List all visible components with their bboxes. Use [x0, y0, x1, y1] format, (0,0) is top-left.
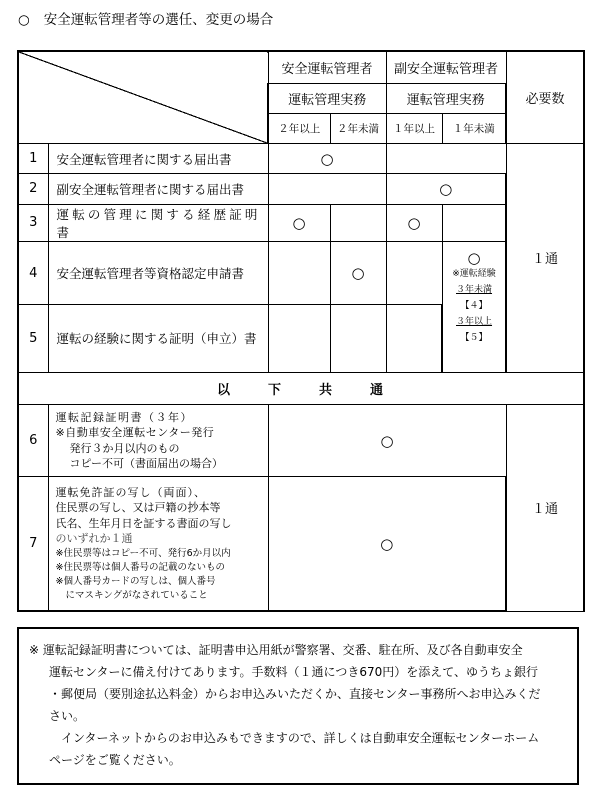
- experience-cell: [442, 241, 506, 372]
- experience-lt3: ３年未満: [456, 284, 493, 295]
- row-3-mark-ge1: ○: [386, 204, 442, 241]
- row-5-empty-lt2: [330, 305, 386, 372]
- header-lt2: ２年未満: [330, 113, 386, 143]
- note-box: [17, 627, 579, 785]
- row-7-mark: ○: [268, 477, 506, 611]
- row-7-number: 7: [18, 477, 48, 611]
- title-text: 安全運転管理者等の選任、変更の場合: [43, 12, 274, 28]
- header-ge1: １年以上: [386, 113, 442, 143]
- row-1-name: 安全運転管理者に関する届出書: [48, 144, 268, 174]
- header-practice-a: 運転管理実務: [268, 83, 386, 113]
- row-2-empty-a: [268, 174, 386, 204]
- title-bullet-icon: ○: [18, 12, 30, 28]
- header-lt1: １年未満: [442, 113, 506, 143]
- header-required: 必要数: [506, 51, 584, 144]
- header-col-b: 副安全運転管理者: [386, 51, 506, 83]
- row-2-name: 副安全運転管理者に関する届出書: [48, 174, 268, 204]
- experience-ge3: ３年以上: [456, 316, 493, 327]
- row-3-mark-ge2: ○: [268, 204, 330, 241]
- row-5-empty-ge2: [268, 305, 330, 372]
- row-3-number: 3: [18, 204, 48, 241]
- corner-cell: [18, 51, 268, 144]
- shared-section-header: 以 下 共 通: [18, 372, 584, 404]
- row-3-empty-lt1: [442, 204, 506, 241]
- requirements-table: [17, 50, 585, 612]
- row-6-mark: ○: [268, 404, 506, 477]
- row-2-number: 2: [18, 174, 48, 204]
- header-col-a: 安全運転管理者: [268, 51, 386, 83]
- required-count-lower: １通: [506, 404, 584, 611]
- row-3-empty-lt2: [330, 204, 386, 241]
- row-4-empty-ge1: [386, 241, 442, 304]
- row-5-empty-ge1: [386, 305, 442, 372]
- row-3-name: 運転の管理に関する経歴証明書: [48, 204, 268, 241]
- experience-ref4: 【４】: [460, 300, 488, 311]
- note-mark: ※: [29, 643, 40, 657]
- row-6-content: 運転記録証明書（３年） ※自動車安全運転センター発行 発行３か月以内のもの コピー不可（書面届出の場合）: [48, 404, 268, 477]
- header-practice-b: 運転管理実務: [386, 83, 506, 113]
- row-2-mark-b: ○: [386, 174, 506, 204]
- note-paragraph-2: インターネットからのお申込みもできますので、詳しくは自動車安全運転センターホーム ページをご覧ください。: [49, 731, 540, 767]
- experience-mark: ○: [467, 248, 481, 267]
- required-count-upper: １通: [506, 144, 584, 373]
- row-4-number: 4: [18, 241, 48, 304]
- note-paragraph-1: ※ 運転記録証明書については、証明書申込用紙が警察署、交番、駐在所、及び各自動車安全 運転センターに備え付けてあります。手数料（１通につき670円）を添えて、ゆうちょ銀行 ・郵便局（要別途払込料金）からお申込みいただくか、直接センター事務所へお申込みくだ さい。: [29, 643, 541, 723]
- experience-ref5: 【５】: [460, 332, 488, 343]
- experience-label: ※運転経験: [452, 268, 496, 279]
- row-5-name: 運転の経験に関する証明（申立）書: [48, 305, 268, 372]
- row-7-content: 運転免許証の写し（両面）、 住民票の写し、又は戸籍の抄本等 氏名、生年月日を証する書面の写し のいずれか１通 ※住民票等はコピー不可、発行6か月以内 ※住民票等は個人番号の記載のないもの ※個人番号カードの写しは、個人番号 にマスキングがなされていること: [48, 477, 268, 611]
- row-6-number: 6: [18, 404, 48, 477]
- row-5-number: 5: [18, 305, 48, 372]
- row-4-mark-lt2: ○: [330, 241, 386, 304]
- row-1-number: 1: [18, 144, 48, 174]
- row-1-empty-b: [386, 144, 506, 174]
- row-4-empty-ge2: [268, 241, 330, 304]
- header-ge2: ２年以上: [268, 113, 330, 143]
- page-title: [18, 8, 273, 28]
- row-1-mark-a: ○: [268, 144, 386, 174]
- row-4-name: 安全運転管理者等資格認定申請書: [48, 241, 268, 304]
